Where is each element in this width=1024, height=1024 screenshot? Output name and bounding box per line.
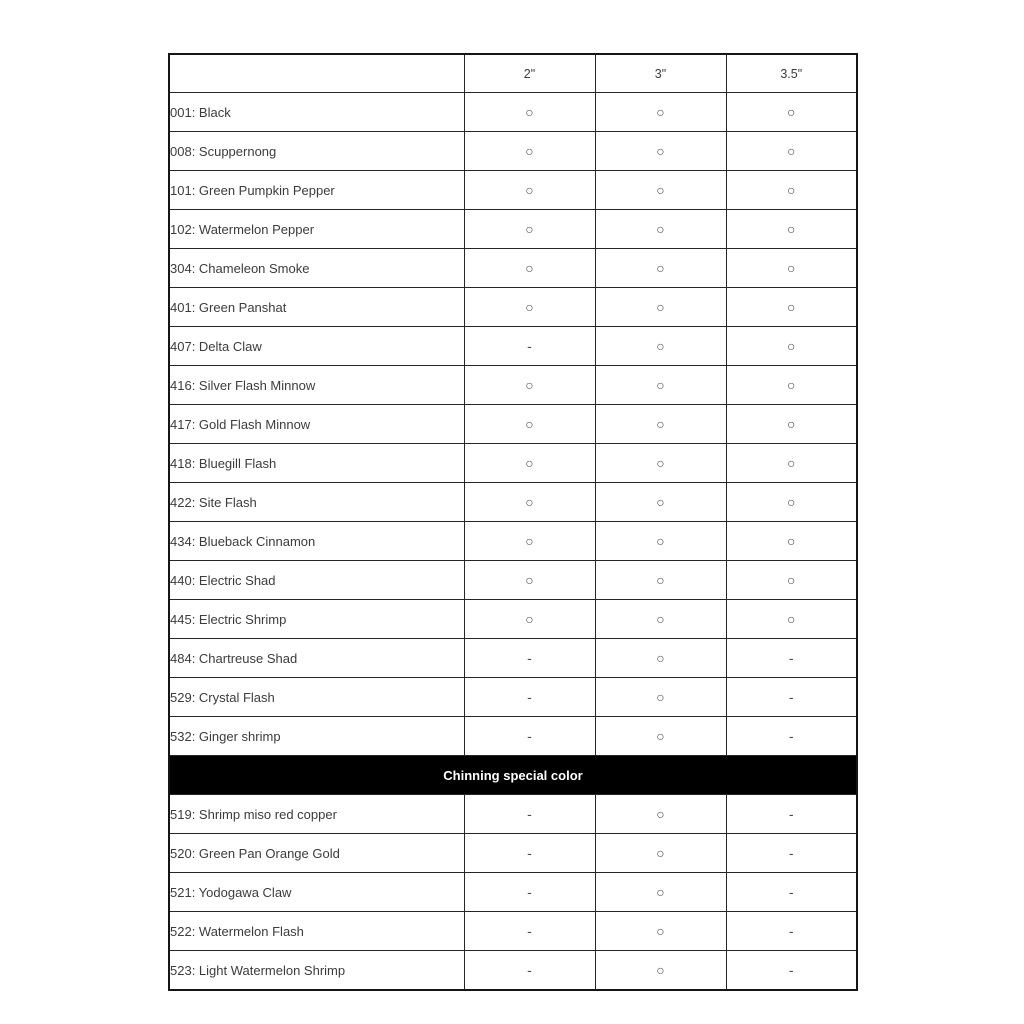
available-mark: ○ — [464, 249, 595, 288]
color-name-cell: 401: Green Panshat — [169, 288, 464, 327]
available-mark: ○ — [726, 132, 857, 171]
color-name-cell: 440: Electric Shad — [169, 561, 464, 600]
available-mark: ○ — [464, 522, 595, 561]
available-mark: ○ — [595, 639, 726, 678]
available-mark: ○ — [595, 327, 726, 366]
available-mark: ○ — [726, 249, 857, 288]
color-name-cell: 521: Yodogawa Claw — [169, 873, 464, 912]
available-mark: ○ — [726, 522, 857, 561]
table-row — [169, 561, 857, 600]
table-row — [169, 483, 857, 522]
available-mark: ○ — [595, 405, 726, 444]
unavailable-mark: - — [726, 795, 857, 834]
available-mark: ○ — [595, 951, 726, 991]
availability-table — [168, 53, 858, 991]
color-name-cell: 304: Chameleon Smoke — [169, 249, 464, 288]
table-row — [169, 249, 857, 288]
color-name-cell: 101: Green Pumpkin Pepper — [169, 171, 464, 210]
unavailable-mark: - — [464, 795, 595, 834]
color-name-header — [169, 54, 464, 93]
table-row — [169, 93, 857, 132]
table-row — [169, 171, 857, 210]
available-mark: ○ — [464, 405, 595, 444]
available-mark: ○ — [464, 561, 595, 600]
color-name-cell: 008: Scuppernong — [169, 132, 464, 171]
available-mark: ○ — [595, 93, 726, 132]
table-row — [169, 834, 857, 873]
available-mark: ○ — [595, 561, 726, 600]
table-row — [169, 717, 857, 756]
unavailable-mark: - — [726, 834, 857, 873]
size-header-3in: 3" — [595, 54, 726, 93]
color-name-cell: 422: Site Flash — [169, 483, 464, 522]
available-mark: ○ — [726, 444, 857, 483]
color-name-cell: 434: Blueback Cinnamon — [169, 522, 464, 561]
available-mark: ○ — [595, 288, 726, 327]
available-mark: ○ — [595, 249, 726, 288]
color-name-cell: 519: Shrimp miso red copper — [169, 795, 464, 834]
unavailable-mark: - — [464, 678, 595, 717]
color-name-cell: 484: Chartreuse Shad — [169, 639, 464, 678]
available-mark: ○ — [464, 600, 595, 639]
color-name-cell: 418: Bluegill Flash — [169, 444, 464, 483]
color-name-cell: 520: Green Pan Orange Gold — [169, 834, 464, 873]
available-mark: ○ — [595, 210, 726, 249]
size-header-3-5in: 3.5" — [726, 54, 857, 93]
color-name-cell: 532: Ginger shrimp — [169, 717, 464, 756]
available-mark: ○ — [595, 522, 726, 561]
available-mark: ○ — [726, 366, 857, 405]
color-name-cell: 529: Crystal Flash — [169, 678, 464, 717]
color-name-cell: 417: Gold Flash Minnow — [169, 405, 464, 444]
color-name-cell: 445: Electric Shrimp — [169, 600, 464, 639]
table-row — [169, 600, 857, 639]
table-row — [169, 288, 857, 327]
table-row — [169, 327, 857, 366]
available-mark: ○ — [595, 366, 726, 405]
table-row — [169, 678, 857, 717]
available-mark: ○ — [726, 327, 857, 366]
unavailable-mark: - — [726, 912, 857, 951]
table-row — [169, 366, 857, 405]
table-row — [169, 405, 857, 444]
unavailable-mark: - — [464, 639, 595, 678]
available-mark: ○ — [726, 561, 857, 600]
header-row — [169, 54, 857, 93]
color-name-cell: 102: Watermelon Pepper — [169, 210, 464, 249]
available-mark: ○ — [595, 171, 726, 210]
table-row — [169, 522, 857, 561]
table-row — [169, 444, 857, 483]
available-mark: ○ — [595, 717, 726, 756]
unavailable-mark: - — [464, 834, 595, 873]
unavailable-mark: - — [464, 327, 595, 366]
available-mark: ○ — [726, 600, 857, 639]
available-mark: ○ — [726, 171, 857, 210]
color-name-cell: 522: Watermelon Flash — [169, 912, 464, 951]
table-row — [169, 132, 857, 171]
available-mark: ○ — [464, 366, 595, 405]
available-mark: ○ — [595, 444, 726, 483]
table-row — [169, 210, 857, 249]
unavailable-mark: - — [726, 873, 857, 912]
available-mark: ○ — [464, 93, 595, 132]
available-mark: ○ — [726, 288, 857, 327]
available-mark: ○ — [464, 132, 595, 171]
available-mark: ○ — [726, 483, 857, 522]
available-mark: ○ — [595, 132, 726, 171]
available-mark: ○ — [464, 210, 595, 249]
available-mark: ○ — [595, 912, 726, 951]
available-mark: ○ — [595, 795, 726, 834]
unavailable-mark: - — [464, 717, 595, 756]
section-banner-row — [169, 756, 857, 795]
available-mark: ○ — [726, 210, 857, 249]
size-header-2in: 2" — [464, 54, 595, 93]
color-name-cell: 523: Light Watermelon Shrimp — [169, 951, 464, 991]
available-mark: ○ — [595, 600, 726, 639]
section-banner-label: Chinning special color — [169, 756, 857, 795]
available-mark: ○ — [464, 444, 595, 483]
unavailable-mark: - — [726, 639, 857, 678]
unavailable-mark: - — [726, 717, 857, 756]
unavailable-mark: - — [726, 678, 857, 717]
unavailable-mark: - — [726, 951, 857, 991]
table-row — [169, 873, 857, 912]
available-mark: ○ — [464, 288, 595, 327]
table-row — [169, 951, 857, 991]
color-name-cell: 416: Silver Flash Minnow — [169, 366, 464, 405]
color-name-cell: 001: Black — [169, 93, 464, 132]
unavailable-mark: - — [464, 951, 595, 991]
available-mark: ○ — [726, 93, 857, 132]
available-mark: ○ — [595, 834, 726, 873]
table-row — [169, 795, 857, 834]
table-row — [169, 912, 857, 951]
unavailable-mark: - — [464, 873, 595, 912]
unavailable-mark: - — [464, 912, 595, 951]
available-mark: ○ — [595, 483, 726, 522]
color-name-cell: 407: Delta Claw — [169, 327, 464, 366]
table-row — [169, 639, 857, 678]
available-mark: ○ — [464, 171, 595, 210]
available-mark: ○ — [726, 405, 857, 444]
available-mark: ○ — [595, 873, 726, 912]
available-mark: ○ — [464, 483, 595, 522]
available-mark: ○ — [595, 678, 726, 717]
